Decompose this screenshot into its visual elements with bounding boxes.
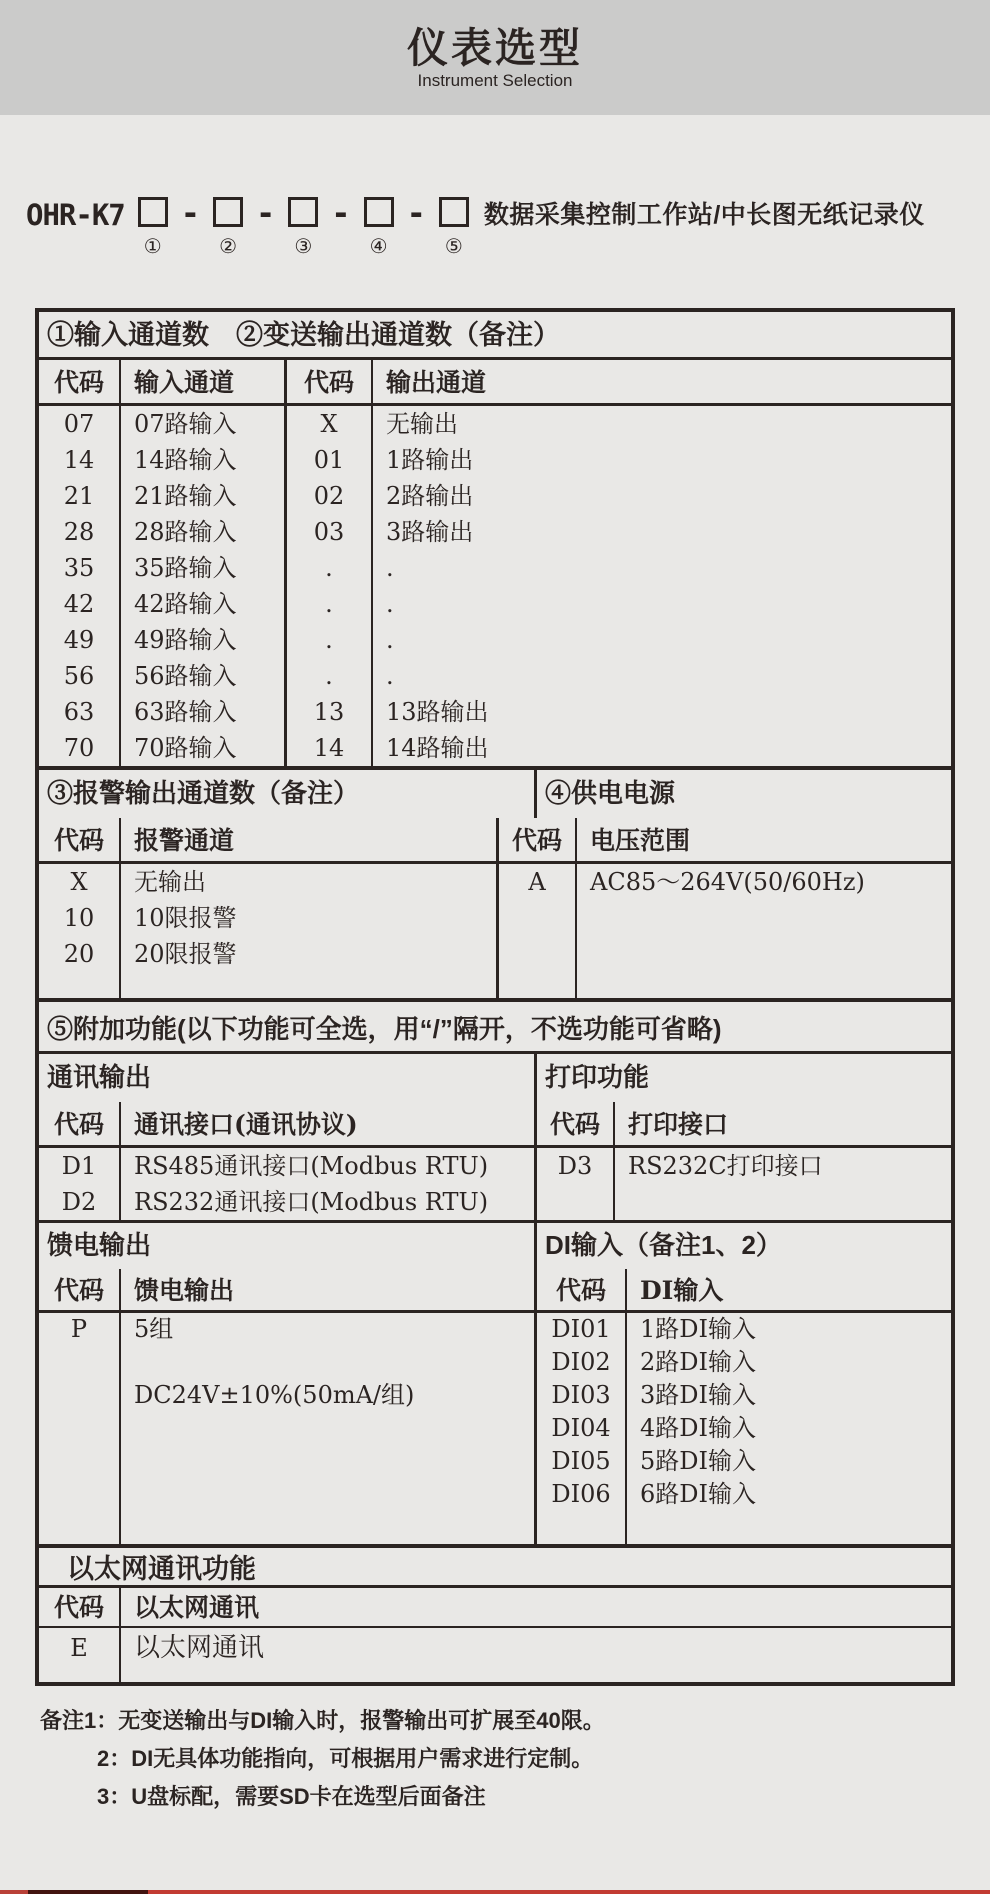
code-cell: 49	[39, 622, 121, 658]
model-box-2	[213, 197, 243, 227]
selection-table	[35, 308, 955, 1686]
column-header: 通讯接口(通讯协议)	[121, 1102, 537, 1148]
model-position-5: ⑤	[444, 234, 463, 258]
dash-separator: -	[406, 194, 426, 232]
filler-cell	[499, 972, 577, 998]
label-cell: 3路DI输入	[640, 1381, 756, 1409]
code-cell: DI01	[537, 1313, 627, 1346]
section-5-sub-headers	[39, 1054, 951, 1102]
code-cell: 10	[39, 900, 121, 936]
code-cell: 42	[39, 586, 121, 622]
model-slot-4	[364, 197, 394, 258]
dash-separator: -	[180, 194, 201, 232]
label-cell: RS232通讯接口(Modbus RTU)	[121, 1184, 537, 1220]
model-slot-2	[213, 197, 243, 258]
bar-segment-red	[0, 1890, 28, 1894]
column-header: 代码	[499, 818, 577, 864]
label-cell: 42路输入	[121, 586, 287, 622]
label-cell: RS485通讯接口(Modbus RTU)	[121, 1148, 537, 1184]
column-header: 代码	[39, 1269, 121, 1313]
code-cell: .	[287, 586, 373, 622]
code-cell: 07	[39, 406, 121, 442]
filler-cell	[39, 1511, 121, 1544]
ethernet-body	[39, 1628, 951, 1682]
model-slot-5	[439, 197, 469, 258]
comm-print-column-headers	[39, 1102, 951, 1148]
label-cell: 5组	[121, 1313, 537, 1346]
label-cell: 56路输入	[121, 658, 287, 694]
footnote-3: 3：U盘标配，需要SD卡在选型后面备注	[97, 1784, 486, 1809]
column-header: DI输入	[627, 1269, 951, 1313]
column-header: 代码	[39, 360, 121, 406]
filler-cell	[499, 936, 577, 972]
column-header: 代码	[537, 1102, 615, 1148]
label-cell: 6路DI输入	[640, 1480, 756, 1508]
section-1-2-body	[39, 406, 951, 766]
label-cell: .	[386, 626, 394, 654]
label-cell: 无输出	[121, 864, 499, 900]
filler-cell	[39, 1412, 121, 1445]
code-cell: 01	[287, 442, 373, 478]
column-header: 代码	[537, 1269, 627, 1313]
code-cell: 56	[39, 658, 121, 694]
label-cell: 2路输出	[386, 482, 474, 510]
code-cell: 35	[39, 550, 121, 586]
column-header: 以太网通讯	[121, 1588, 951, 1628]
code-cell: 14	[287, 730, 373, 766]
column-header: 报警通道	[121, 818, 499, 864]
code-cell: X	[287, 406, 373, 442]
code-cell: DI03	[537, 1379, 627, 1412]
section-1-2-column-headers	[39, 360, 951, 406]
filler-cell	[121, 1412, 537, 1445]
label-cell: 13路输出	[386, 698, 489, 726]
section-3-4-headers	[39, 766, 951, 818]
model-slot-3	[288, 197, 318, 258]
label-cell: 28路输入	[121, 514, 287, 550]
filler-cell	[121, 1478, 537, 1511]
filler-cell	[577, 900, 951, 936]
code-cell: .	[287, 622, 373, 658]
label-cell: 1路输出	[386, 446, 474, 474]
filler-cell	[627, 1511, 951, 1544]
dash-separator: -	[256, 194, 276, 232]
column-header: 输出通道	[373, 360, 951, 406]
label-cell: 3路输出	[386, 518, 474, 546]
section-3-4-body	[39, 864, 951, 998]
label-cell: 10限报警	[121, 900, 499, 936]
power-di-column-headers	[39, 1269, 951, 1313]
filler-cell	[537, 1184, 615, 1220]
filler-cell	[121, 1445, 537, 1478]
comm-output-header: 通讯输出	[39, 1054, 537, 1102]
label-cell: AC85～264V(50/60Hz)	[590, 868, 865, 896]
section-3-4-column-headers	[39, 818, 951, 864]
label-cell: 4路DI输入	[640, 1414, 756, 1442]
print-function-header: 打印功能	[545, 1062, 650, 1092]
filler-cell	[39, 1379, 121, 1412]
filler-cell	[39, 1445, 121, 1478]
filler-cell	[39, 972, 121, 998]
model-code-line	[26, 194, 990, 258]
column-header: 代码	[39, 1588, 121, 1628]
label-cell: 5路DI输入	[640, 1447, 756, 1475]
bottom-accent-bar	[0, 1890, 990, 1894]
label-cell: 以太网通讯	[134, 1633, 265, 1663]
model-position-4: ④	[369, 234, 388, 258]
column-header: 馈电输出	[121, 1269, 537, 1313]
code-cell: .	[287, 658, 373, 694]
label-cell: RS232C打印接口	[628, 1152, 823, 1180]
filler-cell	[537, 1511, 627, 1544]
column-header: 代码	[287, 360, 373, 406]
code-cell: D1	[39, 1148, 121, 1184]
code-cell: 21	[39, 478, 121, 514]
code-cell: 03	[287, 514, 373, 550]
code-cell: 28	[39, 514, 121, 550]
column-header: 代码	[39, 1102, 121, 1148]
filler-cell	[499, 900, 577, 936]
code-cell: 02	[287, 478, 373, 514]
footnote-1: 备注1：无变送输出与DI输入时，报警输出可扩展至40限。	[40, 1708, 605, 1733]
model-box-1	[138, 197, 168, 227]
bar-segment-dark-red	[28, 1890, 148, 1894]
code-cell: DI06	[537, 1478, 627, 1511]
filler-cell	[39, 1346, 121, 1379]
filler-cell	[121, 1511, 537, 1544]
label-cell: 14路输入	[121, 442, 287, 478]
label-cell: 14路输出	[386, 734, 489, 762]
feed-power-header: 馈电输出	[39, 1223, 537, 1269]
label-cell: 63路输入	[121, 694, 287, 730]
di-input-header: DI输入（备注1、2）	[545, 1230, 782, 1260]
ethernet-column-headers	[39, 1588, 951, 1628]
label-cell: .	[386, 590, 394, 618]
column-header: 代码	[39, 818, 121, 864]
code-cell: A	[499, 864, 577, 900]
power-di-body	[39, 1313, 951, 1544]
model-box-3	[288, 197, 318, 227]
label-cell: 49路输入	[121, 622, 287, 658]
label-cell: 70路输入	[121, 730, 287, 766]
filler-cell	[577, 936, 951, 972]
comm-print-body	[39, 1148, 951, 1220]
model-prefix: OHR-K7	[26, 198, 125, 232]
model-position-2: ②	[219, 234, 237, 258]
title-band	[0, 0, 990, 115]
section-3-header: ③报警输出通道数（备注）	[39, 770, 537, 818]
code-cell: .	[287, 550, 373, 586]
code-cell: DI05	[537, 1445, 627, 1478]
code-cell: 70	[39, 730, 121, 766]
code-cell: 63	[39, 694, 121, 730]
code-cell: DI04	[537, 1412, 627, 1445]
page-title: 仪表选型	[407, 24, 583, 71]
model-position-1: ①	[143, 234, 162, 258]
code-cell: 20	[39, 936, 121, 972]
label-cell: 07路输入	[121, 406, 287, 442]
code-cell: D3	[537, 1148, 615, 1184]
code-cell: P	[39, 1313, 121, 1346]
filler-cell	[577, 972, 951, 998]
column-header: 输入通道	[121, 360, 287, 406]
label-cell: .	[386, 554, 394, 582]
model-description: 数据采集控制工作站/中长图无纸记录仪	[483, 201, 925, 229]
filler-cell	[121, 1346, 537, 1379]
filler-cell	[615, 1184, 951, 1220]
footnote-2: 2：DI无具体功能指向，可根据用户需求进行定制。	[97, 1746, 594, 1771]
label-cell: DC24V±10%(50mA/组)	[121, 1379, 537, 1412]
model-slot-1	[138, 197, 168, 258]
label-cell: 1路DI输入	[640, 1315, 756, 1343]
filler-cell	[39, 1478, 121, 1511]
filler-cell	[121, 972, 499, 998]
section-5-header: ⑤附加功能(以下功能可全选，用“/”隔开，不选功能可省略)	[39, 998, 951, 1054]
model-box-5	[439, 197, 469, 227]
dash-separator: -	[331, 194, 351, 232]
column-header: 电压范围	[577, 818, 951, 864]
model-box-4	[364, 197, 394, 227]
label-cell: 2路DI输入	[640, 1348, 756, 1376]
section-1-2-header: ①输入通道数 ②变送输出通道数（备注）	[39, 312, 951, 360]
ethernet-header: 以太网通讯功能	[39, 1544, 951, 1588]
label-cell: 无输出	[386, 410, 458, 438]
code-cell: D2	[39, 1184, 121, 1220]
page-subtitle: Instrument Selection	[417, 70, 573, 90]
code-cell: E	[39, 1628, 121, 1682]
power-di-headers	[39, 1220, 951, 1269]
label-cell: .	[386, 662, 394, 690]
code-cell: 14	[39, 442, 121, 478]
column-header: 打印接口	[615, 1102, 951, 1148]
label-cell: 35路输入	[121, 550, 287, 586]
code-cell: 13	[287, 694, 373, 730]
code-cell: X	[39, 864, 121, 900]
section-4-header: ④供电电源	[545, 778, 676, 808]
label-cell: 20限报警	[121, 936, 499, 972]
footnotes	[40, 1702, 990, 1816]
bar-segment-red	[148, 1890, 990, 1894]
label-cell: 21路输入	[121, 478, 287, 514]
code-cell: DI02	[537, 1346, 627, 1379]
model-position-3: ③	[294, 234, 313, 258]
